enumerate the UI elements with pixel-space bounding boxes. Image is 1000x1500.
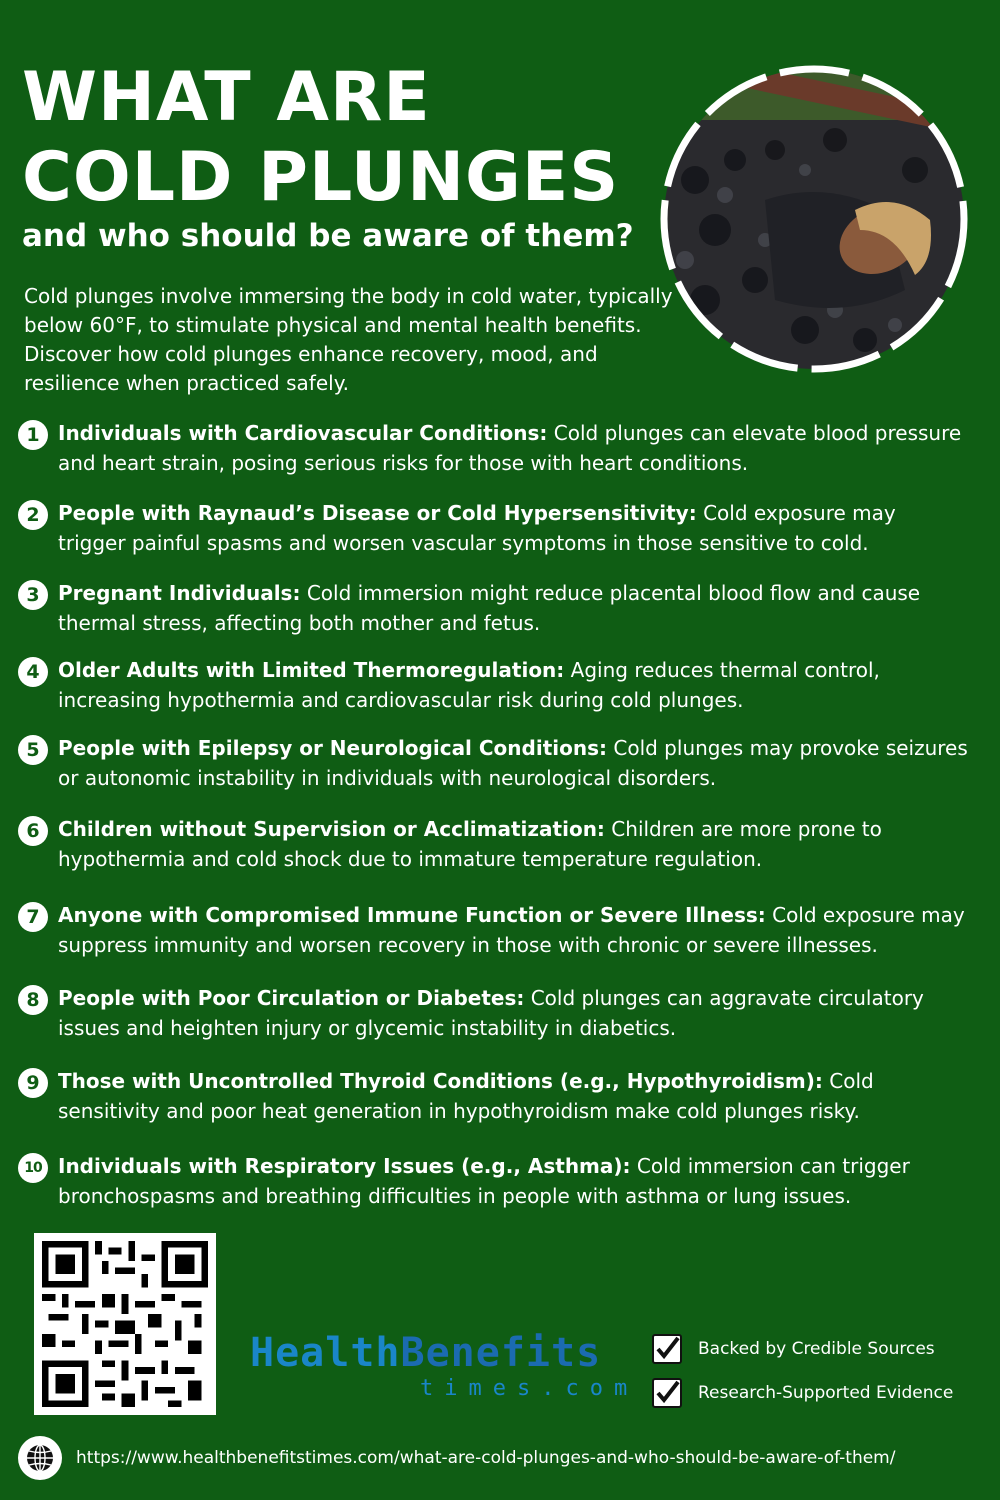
number-badge: 2 [18,500,48,530]
cold-plunge-photo [655,60,973,378]
logo-text-sub: times.com [420,1376,639,1401]
item-text: Cold immersion might reduce placental blood flow and cause thermal stress, affecting both mother and fetus. [58,581,921,635]
number-badge: 5 [18,735,48,765]
title-line-1: WHAT ARE [22,58,431,137]
globe-icon [18,1436,62,1480]
list-item [18,418,968,478]
item-text: Cold sensitivity and poor heat generation in hypothyroidism make cold plunges risky. [58,1069,874,1123]
number-badge: 10 [18,1153,48,1183]
logo-text-health: Health [250,1330,401,1376]
source-url-link[interactable]: https://www.healthbenefitstimes.com/what-are-cold-plunges-and-who-should-be-aware-of-them/ [76,1448,896,1468]
number-badge: 9 [18,1068,48,1098]
number-badge: 7 [18,902,48,932]
item-text: Cold plunges may provoke seizures or autonomic instability in individuals with neurological disorders. [58,736,968,790]
list-item [18,983,968,1043]
item-text: Cold immersion can trigger bronchospasms and breathing difficulties in people with asthma or lung issues. [58,1154,910,1208]
qr-code-icon [42,1241,208,1407]
number-badge: 3 [18,580,48,610]
badge-label: Backed by Credible Sources [698,1339,935,1359]
item-text: Aging reduces thermal control, increasing hypothermia and cardiovascular risk during cold plunges. [58,658,880,712]
badge-credible-sources [652,1334,935,1364]
list-item [18,655,968,715]
item-title: Children without Supervision or Acclimatization: [58,817,605,841]
page-subtitle: and who should be aware of them? [22,218,634,254]
checkmark-icon [652,1334,682,1364]
item-text: Cold plunges can elevate blood pressure and heart strain, posing serious risks for those with heart conditions. [58,421,962,475]
item-text: Cold exposure may trigger painful spasms and worsen vascular symptoms in those sensitive to cold. [58,501,896,555]
item-text: Cold exposure may suppress immunity and worsen recovery in those with chronic or severe illnesses. [58,903,965,957]
badge-research-evidence [652,1378,953,1408]
number-badge: 6 [18,816,48,846]
item-title: Older Adults with Limited Thermoregulation: [58,658,565,682]
badge-label: Research-Supported Evidence [698,1383,954,1403]
list-item [18,498,968,558]
number-badge: 1 [18,420,48,450]
item-title: Anyone with Compromised Immune Function or Severe Illness: [58,903,766,927]
title-line-2: COLD PLUNGES [22,138,620,217]
item-title: Pregnant Individuals: [58,581,301,605]
intro-paragraph: Cold plunges involve immersing the body in cold water, typically below 60°F, to stimulate physical and mental health benefits. Discover how cold plunges enhance recovery, mood, and resilience when practiced safely. [24,284,673,395]
item-text: Cold plunges can aggravate circulatory issues and heighten injury or glycemic instability in diabetics. [58,986,924,1040]
checkmark-icon [652,1378,682,1408]
logo-text-benefits: Benefits [400,1330,602,1376]
number-badge: 8 [18,985,48,1015]
qr-code[interactable] [34,1233,216,1415]
item-title: People with Poor Circulation or Diabetes: [58,986,525,1010]
list-item [18,1066,968,1126]
item-title: People with Epilepsy or Neurological Conditions: [58,736,608,760]
list-item [18,578,968,638]
list-item [18,900,968,960]
item-title: Individuals with Respiratory Issues (e.g., Asthma): [58,1154,631,1178]
list-item [18,1151,968,1211]
item-title: People with Raynaud’s Disease or Cold Hypersensitivity: [58,501,697,525]
list-item [18,733,968,793]
item-title: Individuals with Cardiovascular Conditions: [58,421,548,445]
item-text: Children are more prone to hypothermia and cold shock due to immature temperature regulation. [58,817,882,871]
page-title [22,58,619,218]
health-benefits-times-logo [250,1330,639,1410]
number-badge: 4 [18,657,48,687]
item-title: Those with Uncontrolled Thyroid Conditions (e.g., Hypothyroidism): [58,1069,823,1093]
source-url-row [18,1436,895,1480]
list-item [18,814,968,874]
